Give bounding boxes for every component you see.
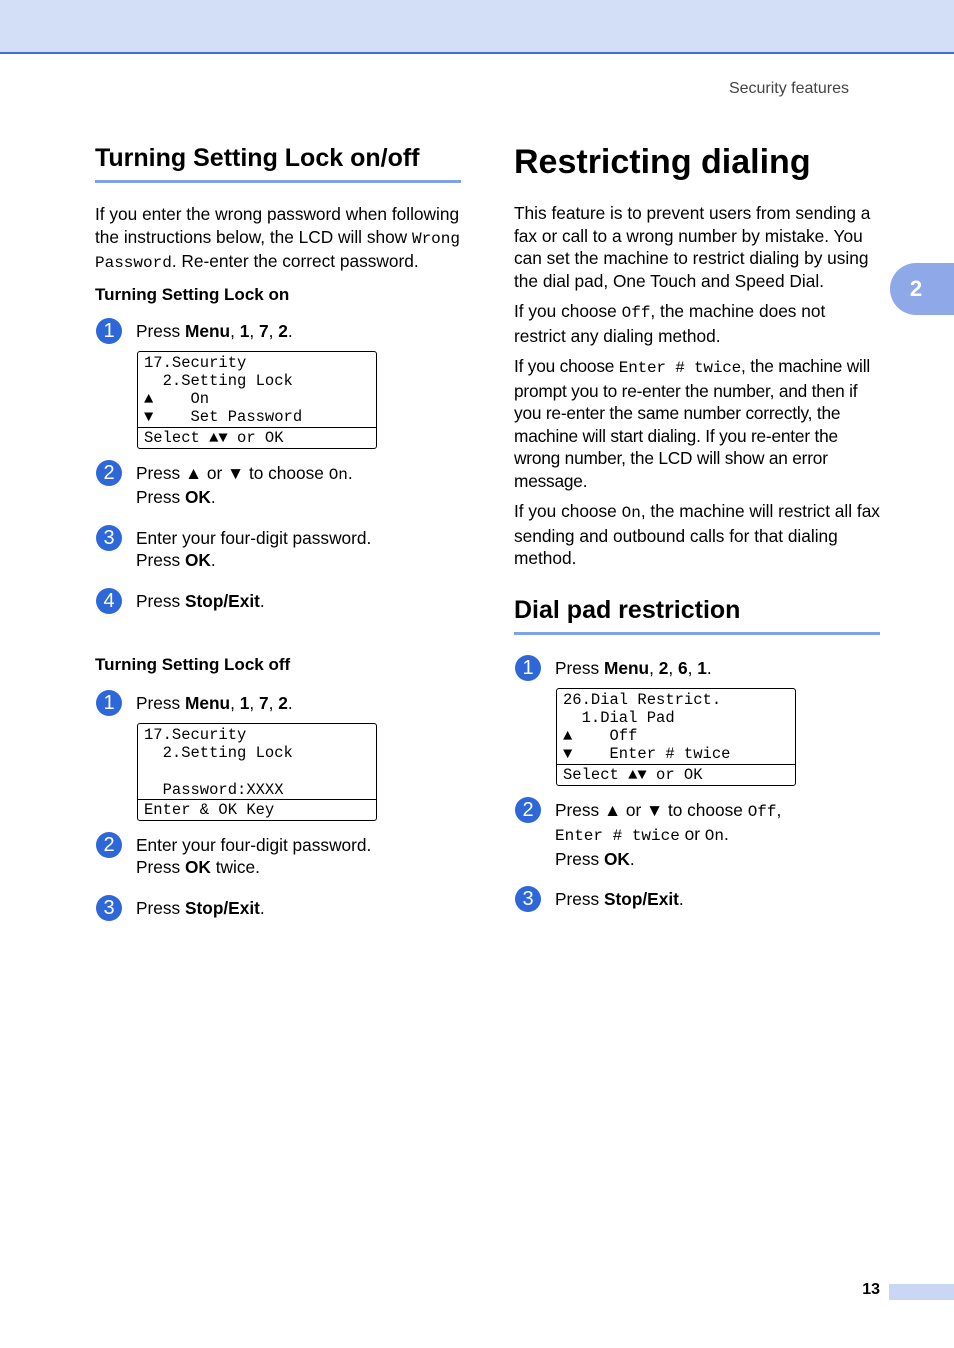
top-banner: [0, 0, 954, 54]
lcd-line: 2.Setting Lock: [144, 743, 293, 762]
left-column: [95, 142, 461, 927]
lcd-line: ▲ On: [144, 390, 210, 409]
right-column: [514, 140, 880, 918]
step-number-icon: 1: [96, 690, 122, 716]
step-number-icon: 1: [96, 318, 122, 344]
section-title-dial-pad: Dial pad restriction: [514, 594, 880, 635]
step-number-icon: 3: [96, 895, 122, 921]
step-lock-on-2: 2 Press ▲ or ▼ to choose On. Press OK.: [95, 462, 461, 509]
lcd-line: 26.Dial Restrict.: [563, 690, 722, 709]
step-lock-on-4: 4 Press Stop/Exit.: [95, 590, 461, 620]
lcd-line: ▲ Off: [563, 727, 638, 746]
lcd-line: 1.Dial Pad: [563, 708, 675, 727]
restrict-paragraph-enter-twice: If you choose Enter # twice, the machine will prompt you to re-enter the number, and then if you re-enter the same number correctly, the machine will start dialing. If you re-enter the wrong number, the LCD will show an error message.: [514, 356, 870, 491]
intro-paragraph: [95, 203, 461, 275]
step-lock-off-1: 1 Press Menu, 1, 7, 2.: [95, 692, 461, 722]
step-number-icon: 3: [515, 886, 541, 912]
step-number-icon: 2: [96, 832, 122, 858]
lcd-display-lock-off: [137, 723, 377, 821]
step-number-icon: 2: [96, 460, 122, 486]
lcd-footer: Select ▲▼ or OK: [557, 764, 795, 785]
lcd-line: Password:XXXX: [144, 780, 284, 799]
chapter-tab: [890, 263, 954, 315]
step-number-icon: 2: [515, 797, 541, 823]
page-number-bar: [889, 1284, 954, 1300]
lcd-line: ▼ Enter # twice: [563, 745, 731, 764]
step-dial-2: 2 Press ▲ or ▼ to choose Off, Enter # twice or On. Press OK.: [514, 799, 880, 871]
subsection-title-lock-on: Turning Setting Lock on: [95, 284, 290, 304]
lcd-display-dial-restrict: [556, 688, 796, 786]
lcd-line: 2.Setting Lock: [144, 371, 293, 390]
lcd-line: ▼ Set Password: [144, 408, 303, 427]
step-lock-on-3: 3 Enter your four-digit password. Press OK.: [95, 527, 461, 572]
lcd-display-lock-on: [137, 351, 377, 449]
restrict-paragraph-on: If you choose On, the machine will restrict all fax sending and outbound calls for that dialing method.: [514, 501, 880, 568]
lcd-message-code: Wrong Password: [95, 229, 460, 272]
intro-text: If you enter the wrong password when following the instructions below, the LCD will show: [95, 204, 460, 247]
section-title-setting-lock: Turning Setting Lock on/off: [95, 142, 461, 183]
step-number-icon: 3: [96, 525, 122, 551]
step-lock-off-2: 2 Enter your four-digit password. Press OK twice.: [95, 834, 461, 879]
step-lock-off-3: 3 Press Stop/Exit.: [95, 897, 461, 927]
restrict-paragraph-1: This feature is to prevent users from sending a fax or call to a wrong number by mistake. You can set the machine to restrict dialing by using the dial pad, One Touch and Speed Dial.: [514, 203, 871, 291]
restrict-paragraph-off: If you choose Off, the machine does not restrict any dialing method.: [514, 301, 826, 346]
step-number-icon: 1: [515, 655, 541, 681]
step-number-icon: 4: [96, 588, 122, 614]
lcd-footer: Enter & OK Key: [138, 799, 376, 820]
lcd-footer: Select ▲▼ or OK: [138, 427, 376, 448]
subsection-title-lock-off: Turning Setting Lock off: [95, 654, 291, 674]
page-title: Restricting dialing: [514, 143, 811, 181]
lcd-line: 17.Security: [144, 353, 247, 372]
step-lock-on-1: 1 Press Menu, 1, 7, 2.: [95, 320, 461, 350]
running-header: Security features: [728, 80, 849, 97]
intro-text-end: . Re-enter the correct password.: [171, 251, 419, 271]
lcd-line: 17.Security: [144, 725, 247, 744]
step-dial-3: 3 Press Stop/Exit.: [514, 888, 880, 918]
step-dial-1: 1 Press Menu, 2, 6, 1.: [514, 657, 880, 687]
lcd-line: [144, 762, 370, 780]
page-number: 13: [862, 1281, 880, 1298]
chapter-number: 2: [909, 276, 923, 301]
